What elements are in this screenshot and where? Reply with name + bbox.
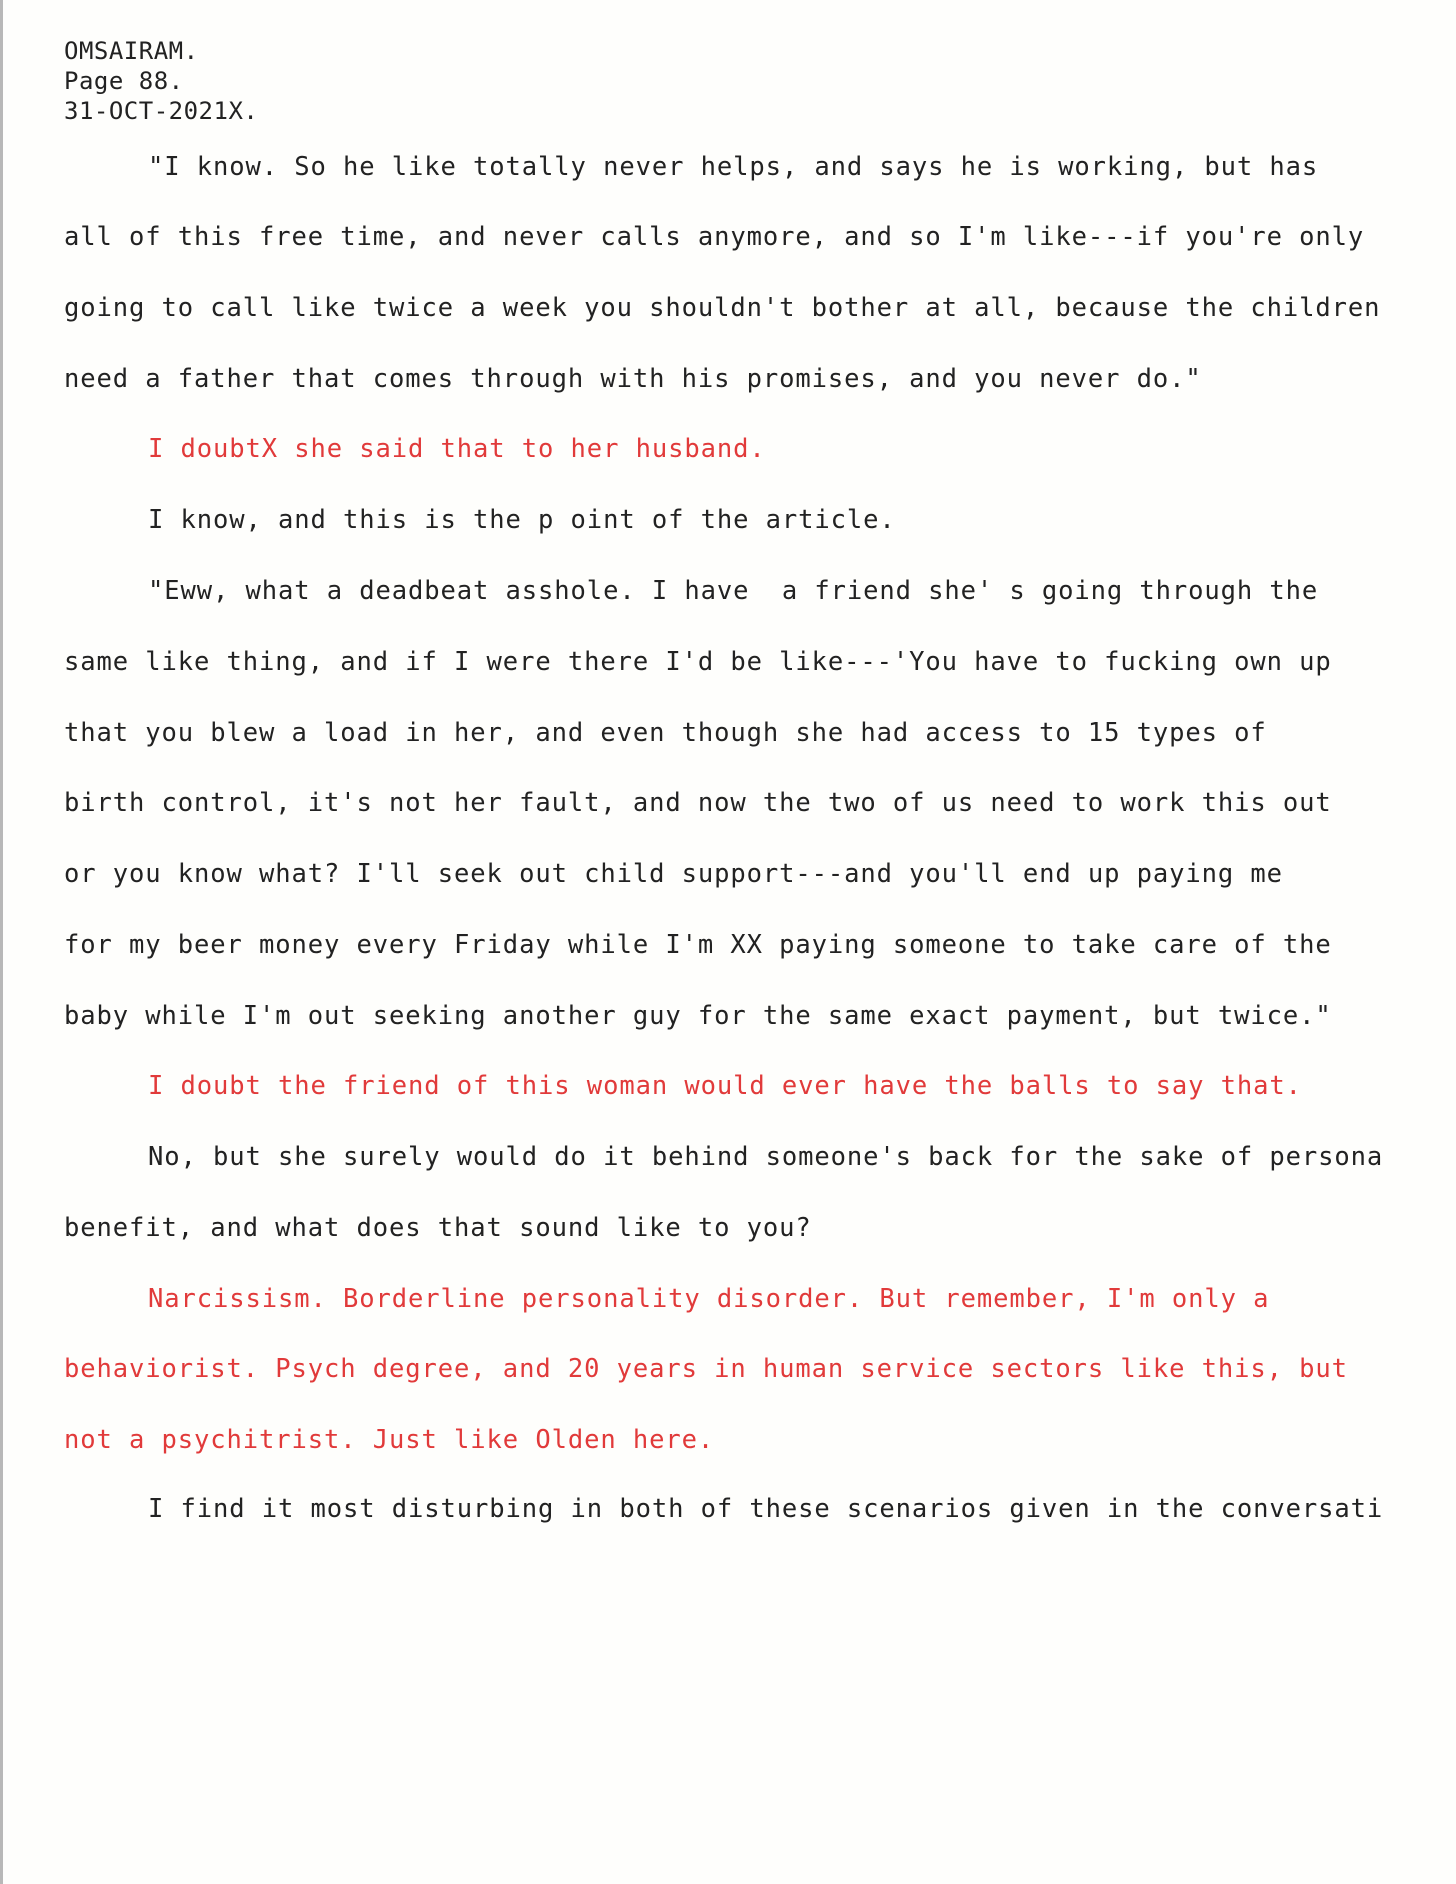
text-line: same like thing, and if I were there I'd be like---'You have to fucking own up (64, 647, 1332, 677)
page-edge (0, 0, 3, 1884)
header-date: 31-OCT-2021X. (64, 97, 259, 125)
text-line: need a father that comes through with his promises, and you never do." (64, 364, 1202, 394)
text-line: all of this free time, and never calls anymore, and so I'm like---if you're only (64, 222, 1365, 252)
text-line-annotation: I doubtX she said that to her husband. (148, 434, 766, 464)
text-line: I find it most disturbing in both of these scenarios given in the conversati (148, 1494, 1384, 1524)
text-line: I know, and this is the p oint of the article. (148, 505, 896, 535)
text-line-annotation: Narcissism. Borderline personality disorder. But remember, I'm only a (148, 1284, 1270, 1314)
text-line: that you blew a load in her, and even though she had access to 15 types of (64, 718, 1267, 748)
text-line: No, but she surely would do it behind someone's back for the sake of persona (148, 1142, 1384, 1172)
text-line: for my beer money every Friday while I'm XX paying someone to take care of the (64, 930, 1332, 960)
text-line: or you know what? I'll seek out child support---and you'll end up paying me (64, 859, 1283, 889)
text-line: "Eww, what a deadbeat asshole. I have a friend she' s going through the (148, 576, 1319, 606)
header-title: OMSAIRAM. (64, 37, 199, 65)
text-line-annotation: not a psychitrist. Just like Olden here. (64, 1425, 715, 1455)
header-page-number: Page 88. (64, 67, 184, 95)
text-line: going to call like twice a week you shouldn't bother at all, because the children (64, 293, 1381, 323)
text-line-annotation: I doubt the friend of this woman would ever have the balls to say that. (148, 1071, 1302, 1101)
text-line: "I know. So he like totally never helps, and says he is working, but has (148, 152, 1319, 182)
text-line-annotation: behaviorist. Psych degree, and 20 years in human service sectors like this, but (64, 1354, 1348, 1384)
page-header (64, 36, 258, 126)
text-line: baby while I'm out seeking another guy for the same exact payment, but twice." (64, 1001, 1332, 1031)
text-line: benefit, and what does that sound like to you? (64, 1213, 812, 1243)
text-line: birth control, it's not her fault, and now the two of us need to work this out (64, 788, 1332, 818)
